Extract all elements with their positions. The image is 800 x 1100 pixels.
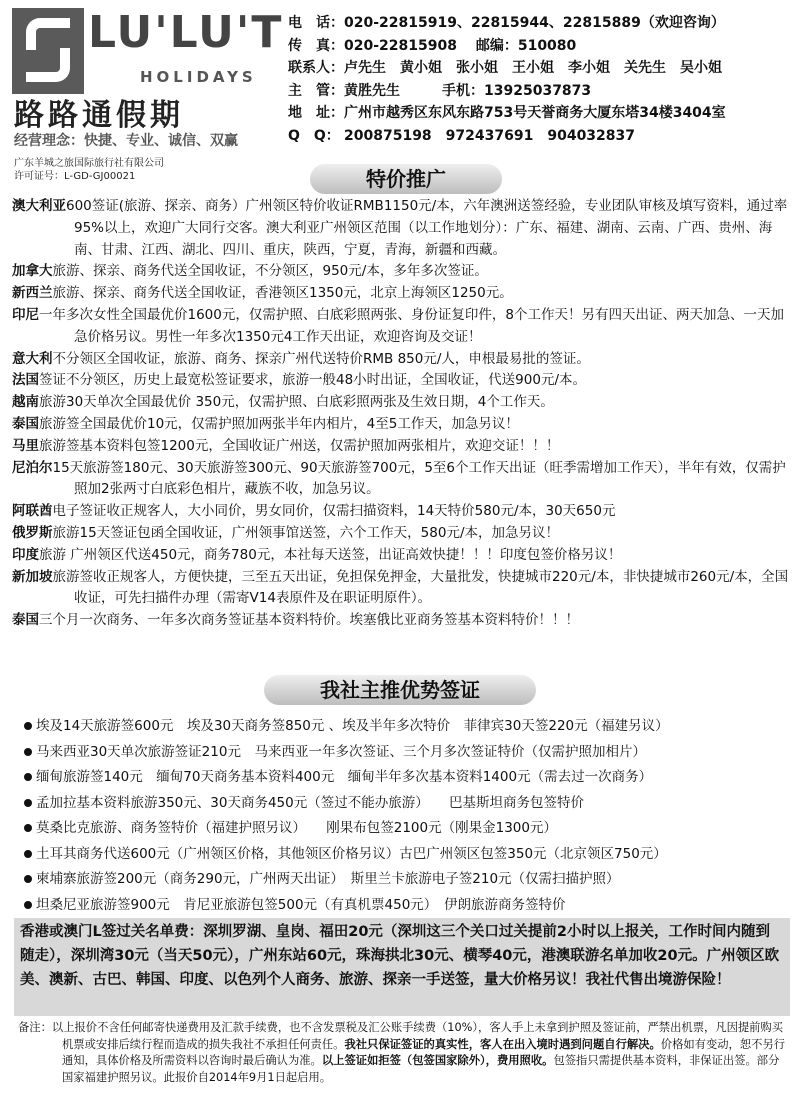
list-item: 尼泊尔15天旅游签180元、30天旅游签300元、90天旅游签700元，5至6个工作天出证（旺季需增加工作天），半年有效，仅需护照加2张两寸白底彩色相片，藏族不收，加急另议。 [12, 459, 786, 498]
list-item: 坦桑尼亚旅游签900元 肯尼亚旅游包签500元（有真机票450元） 伊朗旅游商务签特价 [24, 893, 794, 919]
list-item: 印度旅游 广州领区代送450元，商务780元，本社每天送签，出证高效快捷！！！印度包签价格另议！ [12, 546, 622, 563]
contact-row-fax: 传 真：020-22815908 邮编：510080 [288, 37, 577, 54]
contact-row-qq: Q Q： 200875198 972437691 904032837 [288, 127, 636, 144]
list-item: 埃及14天旅游签600元 埃及30天商务签850元 、埃及半年多次特价 菲律宾30天签220元（福建另议） [24, 714, 794, 740]
list-item: 泰国三个月一次商务、一年多次商务签证基本资料特价。埃塞俄比亚商务签基本资料特价！！！ [12, 612, 579, 629]
list-item: 新西兰旅游、探亲、商务代送全国收证，香港领区1350元，北京上海领区1250元。 [12, 285, 513, 302]
list-item: 意大利不分领区全国收证，旅游、商务、探亲广州代送特价RMB 850元/人，申根最易批的签证。 [12, 350, 590, 367]
contact-row-contacts: 联系人：卢先生 黄小姐 张小姐 王小姐 李小姐 关先生 吴小姐 [288, 60, 722, 76]
company-name: 广东羊城之旅国际旅行社有限公司 [14, 158, 164, 169]
list-item: 新加坡旅游签收正规客人，方便快捷，三至五天出证，免担保免押金，大量批发，快捷城市220元/本，非快捷城市260元/本，全国收证，可先扫描件办理（需寄V14表原件及在职证明原件）。 [12, 568, 789, 607]
contact-info [288, 12, 798, 147]
business-motto: 经营理念：快捷、专业、诚信、双赢 [14, 133, 238, 149]
list-item: 莫桑比克旅游、商务签特价（福建护照另议） 刚果布包签2100元（刚果金1300元） [24, 816, 794, 842]
brand-name: LU'LU'T [88, 7, 284, 58]
visa-offer-list [12, 196, 792, 632]
featured-visa-list [24, 714, 794, 918]
list-item: 土耳其商务代送600元（广州领区价格，其他领区价格另议）古巴广州领区包签350元（北京领区750元） [24, 842, 794, 868]
list-item: 马里旅游签基本资料包签1200元，全国收证广州送，仅需护照加两张相片，欢迎交证！！！ [12, 437, 560, 454]
list-item: 澳大利亚600签证(旅游、探亲、商务）广州领区特价收证RMB1150元/本，六年澳洲送签经验，专业团队审核及填写资料，通过率95%以上，欢迎广大同行交客。澳大利亚广州领区范围（以工作地划分）：广东、福建、湖南、云南、广西、贵州、海南、甘肃、江西、湖北、四川、重庆，陕西，宁夏，青海，新疆和西藏。 [12, 198, 788, 258]
notes: 备注：以上报价不含任何邮寄快递费用及汇款手续费，也不含发票税及汇公账手续费（10%），客人手上未拿到护照及签证前，严禁出机票，凡因提前购买机票或安排后续行程而造成的损失我社不承担任何责任。我社只保证签证的真实性，客人在出入境时遇到问题自行解决。价格如有变动，恕不另行通知，具体价格及所需资料以咨询时最后确认为准。以上签证如拒签（包签国家除外），费用照收。包签指只需提供基本资料，非保证出签。部分国家福建护照另议。此报价自2014年9月1日起启用。 [18, 1021, 786, 1084]
section-title-special-offers: 特价推广 [310, 164, 502, 194]
bullet-icon [24, 748, 32, 756]
bullet-icon [24, 799, 32, 807]
list-item: 俄罗斯旅游15天签证包函全国收证，广州领事馆送签，六个工作天，580元/本，加急另议！ [12, 524, 559, 541]
hk-macau-info-box: 香港或澳门L签过关名单费：深圳罗湖、皇岗、福田20元（深圳这三个关口过关提前2小时以上报关，工作时间内随到随走），深圳湾30元（当天50元），广州东站60元，珠海拱北30元、横琴40元，港澳联游名单加收20元。广州领区欧美、澳新、古巴、韩国、印度、以色列个人商务、旅游、探亲一手送签，量大价格另议！我社代售出境游保险！ [14, 918, 790, 1016]
bullet-icon [24, 824, 32, 832]
list-item: 缅甸旅游签140元 缅甸70天商务基本资料400元 缅甸半年多次基本资料1400元（需去过一次商务） [24, 765, 794, 791]
contact-row-manager: 主 管：黄胜先生 手机：13925037873 [288, 82, 592, 99]
brand-chinese-name: 路路通假期 [14, 98, 184, 133]
list-item: 加拿大旅游、探亲、商务代送全国收证，不分领区，950元/本，多年多次签证。 [12, 263, 488, 280]
logo-icon [12, 8, 84, 94]
bullet-icon [24, 773, 32, 781]
list-item: 越南旅游30天单次全国最优价 350元，仅需护照、白底彩照两张及生效日期，4个工作天。 [12, 394, 554, 411]
contact-row-phone: 电 话：020-22815919、22815944、22815889（欢迎咨询） [288, 15, 725, 31]
list-item: 阿联酋电子签证收正规客人，大小同价，男女同价，仅需扫描资料，14天特价580元/本，30天650元 [12, 503, 616, 520]
list-item: 法国签证不分领区，历史上最宽松签证要求，旅游一般48小时出证，全国收证，代送900元/本。 [12, 372, 586, 389]
list-item: 孟加拉基本资料旅游350元、30天商务450元（签过不能办旅游） 巴基斯坦商务包签特价 [24, 791, 794, 817]
bullet-icon [24, 722, 32, 730]
list-item: 柬埔寨旅游签200元（商务290元，广州两天出证） 斯里兰卡旅游电子签210元（仅需扫描护照） [24, 867, 794, 893]
contact-row-address: 地 址：广州市越秀区东风东路753号天誉商务大厦东塔34楼3404室 [288, 105, 726, 121]
section-title-featured-visas: 我社主推优势签证 [264, 675, 536, 705]
bullet-icon [24, 875, 32, 883]
license-number: 许可证号：L-GD-GJ00021 [14, 171, 136, 182]
list-item: 马来西亚30天单次旅游签证210元 马来西亚一年多次签证、三个月多次签证特价（仅需护照加相片） [24, 740, 794, 766]
bullet-icon [24, 901, 32, 909]
list-item: 印尼一年多次女性全国最优价1600元，仅需护照、白底彩照两张、身份证复印件，8个工作天！另有四天出证、两天加急、一天加急价格另议。男性一年多次1350元4工作天出证，欢迎咨询及交证！ [12, 306, 784, 345]
bullet-icon [24, 850, 32, 858]
list-item: 泰国旅游签全国最优价10元，仅需护照加两张半年内相片，4至5工作天，加急另议！ [12, 415, 519, 432]
brand-subtitle: HOLIDAYS [140, 68, 257, 86]
